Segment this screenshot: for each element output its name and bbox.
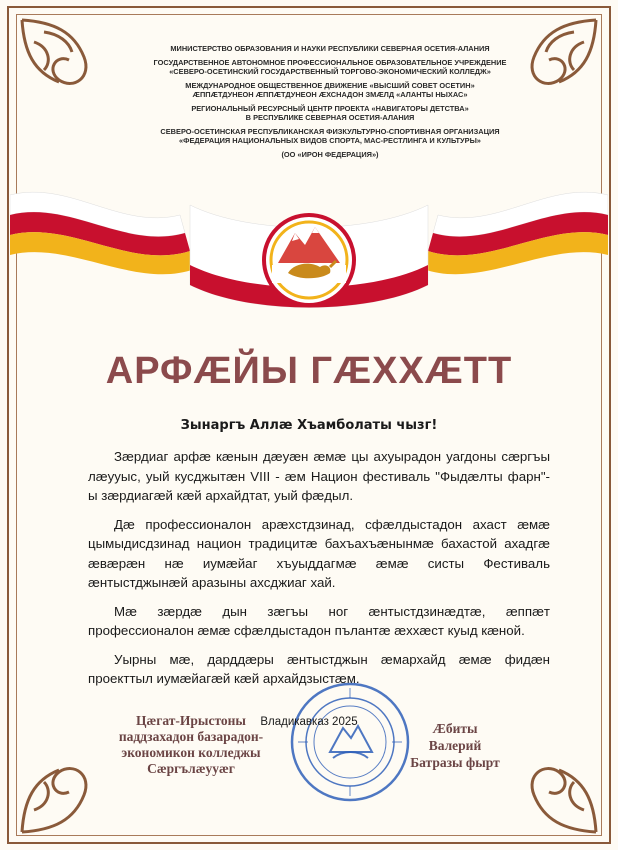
- signatory-line: экономикон колледжы: [121, 745, 261, 760]
- org-line: ӔППӔТДУНЕОН ӔППӔТДУНЕОН ӔХСНАДОН ЗМӔЛД «АЛАНТЫ НЫХАС»: [192, 90, 468, 99]
- paragraph: Мæ зæрдæ дын зæгъы ног æнтыстдзинæдтæ, æппæт профессионалон æмæ сфæлдыстадон пълантæ æххæст куыд кæной.: [88, 603, 550, 638]
- org-block: [120, 150, 540, 159]
- org-line: РЕГИОНАЛЬНЫЙ РЕСУРСНЫЙ ЦЕНТР ПРОЕКТА «НАВИГАТОРЫ ДЕТСТВА»: [191, 104, 469, 113]
- org-block: [120, 58, 540, 76]
- org-block: [120, 127, 540, 145]
- ornament-bottom-right-icon: [494, 720, 604, 840]
- org-block: [120, 104, 540, 122]
- official-stamp-icon: [288, 680, 413, 805]
- organizations-header: [120, 44, 540, 164]
- org-line: В РЕСПУБЛИКЕ СЕВЕРНАЯ ОСЕТИЯ-АЛАНИЯ: [245, 113, 415, 122]
- paragraph: Зæрдиаг арфæ кæнын дæуæн æмæ цы ахуырадон уагдоны сæргъы лæууыс, уый кусджытæн VIII - æм Национ фестиваль "Фыдæлты фарн"- ы зæрдиагæй кæй архайдтат, уый фæдыл.: [88, 449, 550, 503]
- org-line: СЕВЕРО-ОСЕТИНСКАЯ РЕСПУБЛИКАНСКАЯ ФИЗКУЛЬТУРНО-СПОРТИВНАЯ ОРГАНИЗАЦИЯ: [160, 127, 500, 136]
- paragraph: Уырны мæ, дарддæры æнтыстджын æмархайд æмæ фидæн проекттыл иумæйагæй кæй архайдзыстæм.: [88, 651, 550, 686]
- org-line: МЕЖДУНАРОДНОЕ ОБЩЕСТВЕННОЕ ДВИЖЕНИЕ «ВЫСШИЙ СОВЕТ ОСЕТИН»: [185, 81, 475, 90]
- org-block: [120, 44, 540, 53]
- flag-ribbon-icon: [10, 175, 608, 320]
- signatory-line: Æбиты: [432, 721, 478, 736]
- paragraph: Дæ профессионалон арæхстдзинад, сфæлдыстадон ахаст æмæ цымыдисдзинад национ традицитæ бахъахъæнынмæ бахастой ахадгæ æвæрæн нæ иумæйаг хъуыддагмæ æмæ систы Фестиваль æнтыстджынæй аразыны ахсджиаг хай.: [88, 516, 550, 590]
- org-line: «СЕВЕРО-ОСЕТИНСКИЙ ГОСУДАРСТВЕННЫЙ ТОРГОВО-ЭКОНОМИЧЕСКИЙ КОЛЛЕДЖ»: [169, 67, 491, 76]
- org-line: (ОО «ИРОН ФЕДЕРАЦИЯ»): [281, 150, 379, 159]
- document-title: АРФӔЙЫ ГӔХХӔТТ: [105, 350, 513, 392]
- org-line: ГОСУДАРСТВЕННОЕ АВТОНОМНОЕ ПРОФЕССИОНАЛЬНОЕ ОБРАЗОВАТЕЛЬНОЕ УЧРЕЖДЕНИЕ: [153, 58, 507, 67]
- org-line: «ФЕДЕРАЦИЯ НАЦИОНАЛЬНЫХ ВИДОВ СПОРТА, МАС-РЕСТЛИНГА И КУЛЬТУРЫ»: [179, 136, 481, 145]
- letter-body: [88, 447, 550, 698]
- signatory-line: Батразы фырт: [410, 755, 500, 770]
- ornament-top-left-icon: [14, 12, 124, 132]
- city-year: Владикавказ 2025: [260, 716, 358, 728]
- signatory-name: [400, 720, 510, 771]
- org-line: МИНИСТЕРСТВО ОБРАЗОВАНИЯ И НАУКИ РЕСПУБЛИКИ СЕВЕРНАЯ ОСЕТИЯ-АЛАНИЯ: [170, 44, 490, 53]
- signatory-line: Цæгат-Ирыстоны: [136, 713, 246, 728]
- greeting: Зынаргъ Аллӕ Хъамболаты чызг!: [180, 418, 438, 433]
- org-block: [120, 81, 540, 99]
- signatory-line: паддзахадон базарадон-: [118, 729, 264, 744]
- signatory-line: Сæргълæууæг: [147, 761, 235, 776]
- signatory-line: Валерий: [428, 738, 482, 753]
